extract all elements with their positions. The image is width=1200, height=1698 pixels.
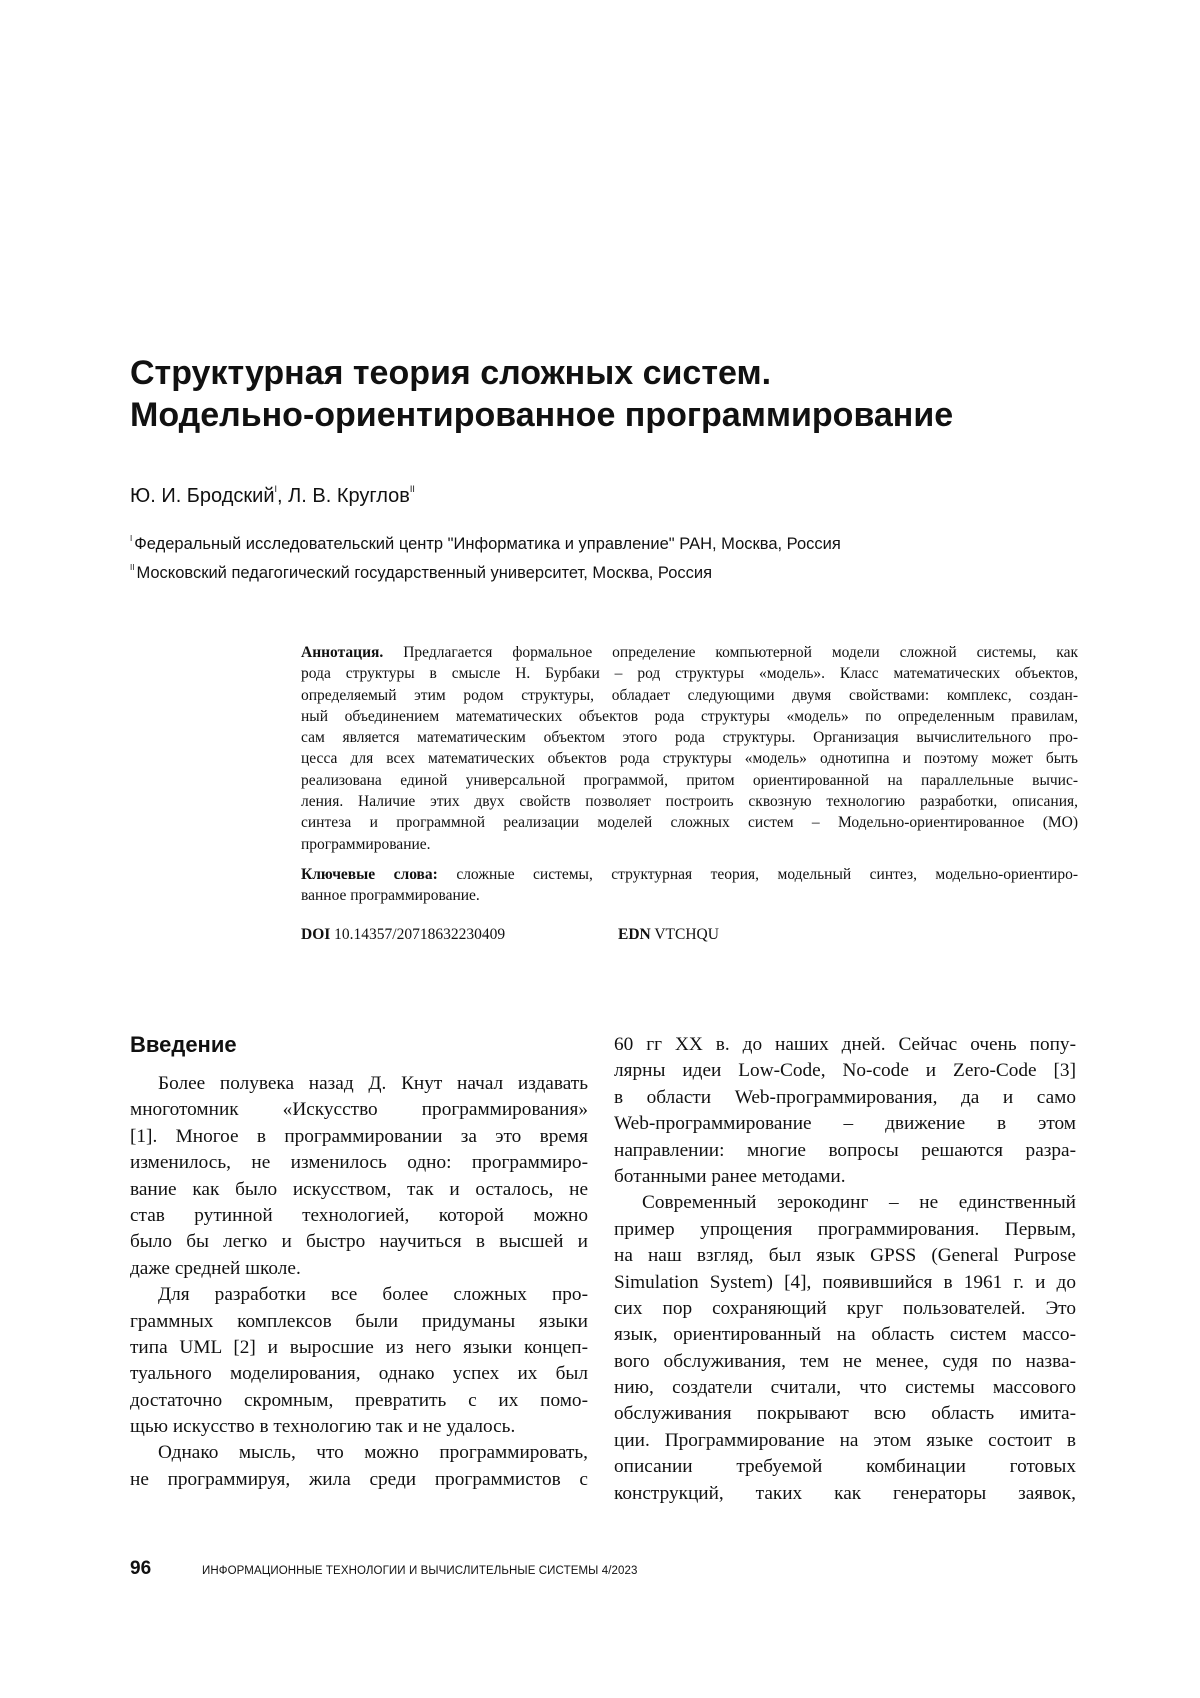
affiliation-text: Федеральный исследовательский центр "Информатика и управление" РАН, Москва, Россия [134,535,841,553]
abstract-text: синтеза и программной реализации моделей сложных систем – Модельно-ориентированное (МО) [301,814,1078,832]
affiliation [130,556,1090,585]
paragraph-line: сих пор сохраняющий круг пользователей. Это [614,1297,1076,1319]
author-list [130,476,1030,509]
affiliation-mark: I [130,534,133,543]
author-affiliation-mark: I [274,484,278,494]
abstract-text: определяемый этим родом структуры, обладает следующими двумя свойствами: комплекс, создан- [301,686,1078,704]
doi-label: DOI [301,925,331,943]
abstract-line [301,685,1078,706]
paragraph-line: Simulation System) [4], появившийся в 1961 г. и до [614,1271,1076,1293]
abstract-line [301,663,1078,684]
abstract-line [301,791,1078,812]
paragraph-line: [1]. Многое в программировании за это время [130,1125,588,1147]
abstract-label: Аннотация. [301,644,384,661]
author-affiliation-mark: II [409,484,415,494]
edn-value: VTCHQU [654,925,719,943]
keywords-line [301,885,1078,906]
paragraph-line: вание как было искусством, так и осталось, не [130,1178,588,1200]
paragraph-line: Web-программирование – движение в этом [614,1113,1076,1135]
paragraph-line: на наш взгляд, был язык GPSS (General Purpose [614,1245,1076,1267]
abstract-text: сам является математическим объектом этого рода структуры. Организация вычислительного про- [301,729,1078,747]
abstract-text: реализована единой универсальной программой, притом ориентированной на параллельные вычис- [301,771,1078,789]
page-number: 96 [130,1558,152,1579]
abstract-text: рода структуры в смысле Н. Бурбаки – род структуры «модель». Класс математических объектов, [301,665,1078,683]
keywords-label: Ключевые слова: [301,865,438,883]
abstract-line [301,812,1078,833]
abstract-line [301,706,1078,727]
paragraph-line: многотомник «Искусство программирования» [130,1099,588,1121]
paragraph-line: достаточно скромным, превратить с их помо- [130,1389,588,1411]
paragraph-line: пример упрощения программирования. Первым, [614,1218,1076,1240]
paragraph-line: типа UML [2] и выросшие из него языки концеп- [130,1336,588,1358]
paragraph-line: граммных комплексов были придуманы языки [130,1310,588,1332]
body-column-right [614,1032,1076,1507]
abstract-text: ный объединением математических объектов рода структуры «модель» по определенным правилам, [301,707,1078,725]
paragraph-line: направлении: многие вопросы решаются разра- [614,1139,1076,1161]
abstract-line [301,727,1078,748]
author-name: Ю. И. Бродский [130,485,275,507]
title-line: Структурная теория сложных систем. [130,354,772,392]
keywords-line [301,864,1078,885]
paragraph-line: описании требуемой комбинации готовых [614,1456,1076,1478]
keywords-text: ванное программирование. [301,887,480,905]
doi-value: 10.14357/20718632230409 [334,925,506,943]
paragraph-line: вого обслуживания, тем не менее, судя по назва- [614,1350,1076,1372]
paragraph-line: 60 гг XX в. до наших дней. Сейчас очень попу- [614,1034,1076,1055]
paragraph-line: лярны идеи Low-Code, No-code и Zero-Code [3] [614,1060,1076,1082]
affiliation [130,527,1090,556]
keywords [301,864,1078,907]
paragraph-line: изменилось, не изменилось одно: программиро- [130,1152,588,1174]
abstract-body [301,642,1078,855]
edn [618,924,719,945]
paragraph-line: щью искусство в технологию так и не удалось. [130,1416,516,1438]
abstract [301,642,1078,946]
paragraph-line: не программируя, жила среди программистов с [130,1468,588,1490]
abstract-line [301,642,1078,663]
author-separator: , [277,485,289,507]
doi[interactable] [301,924,505,945]
abstract-line [301,770,1078,791]
paragraph-line: язык, ориентированный на область систем массо- [614,1324,1076,1346]
paragraph-line: туального моделирования, однако успех их был [130,1363,588,1385]
paragraph-line: Однако мысль, что можно программировать, [158,1442,588,1464]
paragraph-line: став рутинной технологией, которой можно [130,1204,588,1226]
body-column-left [130,1071,588,1493]
abstract-line [301,834,1078,855]
paragraph-line: даже средней школе. [130,1257,301,1279]
title-line: Модельно-ориентированное программирование [130,396,954,434]
paragraph-line: Для разработки все более сложных про- [158,1284,588,1306]
abstract-text: Предлагается формальное определение компьютерной модели сложной системы, как [403,644,1078,661]
paragraph-line: ботанными ранее методами. [614,1165,846,1187]
journal-name: ИНФОРМАЦИОННЫЕ ТЕХНОЛОГИИ И ВЫЧИСЛИТЕЛЬНЫЕ СИСТЕМЫ 4/2023 [202,1565,638,1577]
edn-label: EDN [618,925,651,943]
affiliation-mark: II [130,563,135,572]
paragraph-line: Более полувека назад Д. Кнут начал издавать [158,1073,588,1094]
paragraph-line: нию, создатели считали, что системы массового [614,1377,1076,1399]
section-heading: Введение [130,1032,237,1057]
paragraph-line: Современный зерокодинг – не единственный [642,1192,1076,1214]
author-name: Л. В. Круглов [288,485,410,507]
keywords-text: сложные системы, структурная теория, модельный синтез, модельно-ориентиро- [456,865,1078,883]
article-title [130,352,1090,436]
abstract-text: программирование. [301,835,431,853]
paragraph-line: обслуживания покрывают всю область имита- [614,1403,1076,1425]
paragraph-line: было бы легко и быстро научиться в высшей и [130,1231,588,1253]
affiliation-text: Московский педагогический государственный университет, Москва, Россия [136,564,713,582]
abstract-text: цесса для всех математических объектов рода структуры «модель» однотипна и поэтому может быть [301,750,1078,768]
paragraph-line: в области Web-программирования, да и само [614,1086,1076,1108]
paragraph-line: конструкций, таких как генераторы заявок, [614,1482,1076,1504]
affiliation-list [130,527,1090,585]
abstract-line [301,748,1078,769]
paragraph-line: ции. Программирование на этом языке состоит в [614,1429,1076,1451]
page-footer [130,1558,1070,1580]
identifiers [301,924,1078,946]
abstract-text: ления. Наличие этих двух свойств позволяет построить сквозную технологию разработки, описания, [301,793,1078,811]
